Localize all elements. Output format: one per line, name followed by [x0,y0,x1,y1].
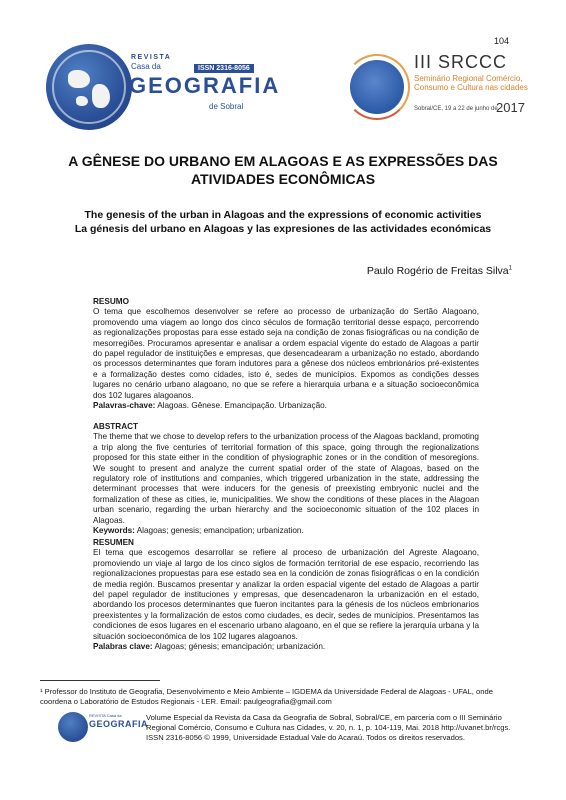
resumen-keywords [93,642,479,652]
seminar-year: 2017 [496,100,525,115]
resumo-keywords-label: Palavras-chave: [93,401,156,411]
resumo-keywords-value: Alagoas. Gênese. Emancipação. Urbanização. [157,401,327,411]
resumo-heading: RESUMO [93,297,129,306]
seminar-date: Sobral/CE, 19 a 22 de junho de [414,106,498,112]
author-name: Paulo Rogério de Freitas Silva [366,265,509,277]
logo-geografia: GEOGRAFIA [129,73,281,98]
footer-globe-icon [58,712,88,742]
seminar-logo [336,48,536,128]
resumen-section [93,538,479,652]
abstract-keywords [93,526,479,536]
footnote: ¹ Professor do Instituto de Geografia, Desenvolvimento e Meio Ambiente – IGDEMA da Universidade Federal de Alagoas - UFAL, onde coordena o Laboratório de Estudos Regionais - LER. Email: paulgeografia@gmail.com [40,687,493,706]
logo-casa-da: Casa da [131,62,161,71]
abstract-heading: ABSTRACT [93,422,139,431]
paper-subtitles [40,208,526,236]
abstract-section [93,422,479,536]
logo-issn: ISSN 2316-8056 [194,64,254,73]
author-footnote-mark[interactable]: 1 [508,265,512,272]
resumen-keywords-label: Palabras clave: [93,642,153,652]
logo-revista: REVISTA [131,54,172,61]
abstract-keywords-value: Alagoas; genesis; emancipation; urbanization. [136,526,304,536]
resumo-section [93,297,479,411]
seminar-globe-icon [344,54,410,120]
logo-de-sobral: de Sobral [209,102,244,111]
footer-citation: Volume Especial da Revista da Casa da Geografia de Sobral, Sobral/CE, em parceria com o III Seminário Regional Comércio, Consumo e Cultura nas Cidades, v. 20, n. 1, p. 104-119, Mai. 2018 http://uvanet.br/rcgs. ISSN 2316-8056 © 1999, Universidade Estadual Vale do Acaraú. Todos os direitos reservados. [146,713,511,742]
resumo-text: O tema que escolhemos desenvolver se refere ao processo de urbanização do Sertão Alagoano, promovendo uma viagem ao longo dos cinco séculos de formação territorial desse espaço, percorrendo as regionalizações propostas para esse estado seja na condição de zonas fisiográficas ou na condição de mesorregiões. Procuramos apresentar e analisar a ordem espacial vigente do estado de Alagoas a partir do papel regulador de instituições e empresas, que desencadearam a urbanização no estado, abordando os processos determinantes que foram indutores para a gênese dos núcleos embrionários pré-existentes e a formalização destes como cidades, isto é, sedes de municípios. Expomos as condições desses lugares no cenário urbano alagoano, no que se refere a hierarquia urbana e a situação socioeconômica dos 102 lugares alagoanos. [93,307,479,400]
seminar-subtitle: Seminário Regional Comércio, Consumo e Cultura nas cidades [414,74,528,92]
footer-journal-logo [58,710,149,746]
paper-title: A GÊNESE DO URBANO EM ALAGOAS E AS EXPRESSÕES DAS ATIVIDADES ECONÔMICAS [68,153,498,187]
footer-logo-small: REVISTA Casa da [89,713,122,718]
subtitle-english: The genesis of the urban in Alagoas and the expressions of economic activities [84,209,482,221]
resumo-keywords [93,401,479,411]
author [367,265,512,277]
resumen-keywords-value: Alagoas; génesis; emancipación; urbanización. [154,642,326,652]
resumen-text: El tema que escogemos desarrollar se refiere al proceso de urbanización del Agreste Alagoano, promoviendo un viaje al largo de los cinco siglos de formación territorial de ese espacio, recorriendo las regionalizaciones propuestas para ese estado sea en la condición de zonas fisiográficas o en la condición de media región. Buscamos presentar y analizar la orden espacial vigente del estado de Alagoas a partir del papel regulador de instituciones y empresas, que desencadenaron la urbanización en el estado, abordando los procesos determinantes que fueron incitantes para la génesis de los núcleos embrionarios preexistentes y la formalización de estos como ciudades, es decir, sedes de municipios. Presentamos las condiciones de esos lugares en el escenario urbano alagoano, en el que se refiere la jerarquía urbana y la situación socioeconómica de los 102 lugares alagoanos. [93,548,479,641]
page-number: 104 [494,36,510,46]
seminar-title: III SRCCC [414,52,508,72]
resumen-heading: RESUMEN [93,538,134,547]
footer-logo-geografia: GEOGRAFIA [89,719,149,729]
abstract-text: The theme that we chose to develop refers to the urbanization process of the Alagoas backland, promoting a trip along the five centuries of territorial formation of this space, going through the regionalizations proposed for this state either in the condition of physiographic zones or in the condition of mesoregions. We sought to present and analyze the current spatial order of the state of Alagoas, based on the regulatory role of institutions and companies, which triggered urbanization in the state, addressing the determinant processes that were inducers for the genesis of preexisting embryonic nuclei and the formalization of these as cities, ie, municipalities. We show the conditions of these places in the Alagoan urban scenario, regarding the urban hierarchy and the socioeconomic situation of the 102 places in Alagoas. [93,432,479,525]
footnote-divider [40,680,160,681]
journal-logo [34,40,281,130]
globe-icon [46,44,132,130]
subtitle-spanish: La génesis del urbano en Alagoas y las expresiones de las actividades económicas [74,223,492,235]
abstract-keywords-label: Keywords: [93,526,135,536]
